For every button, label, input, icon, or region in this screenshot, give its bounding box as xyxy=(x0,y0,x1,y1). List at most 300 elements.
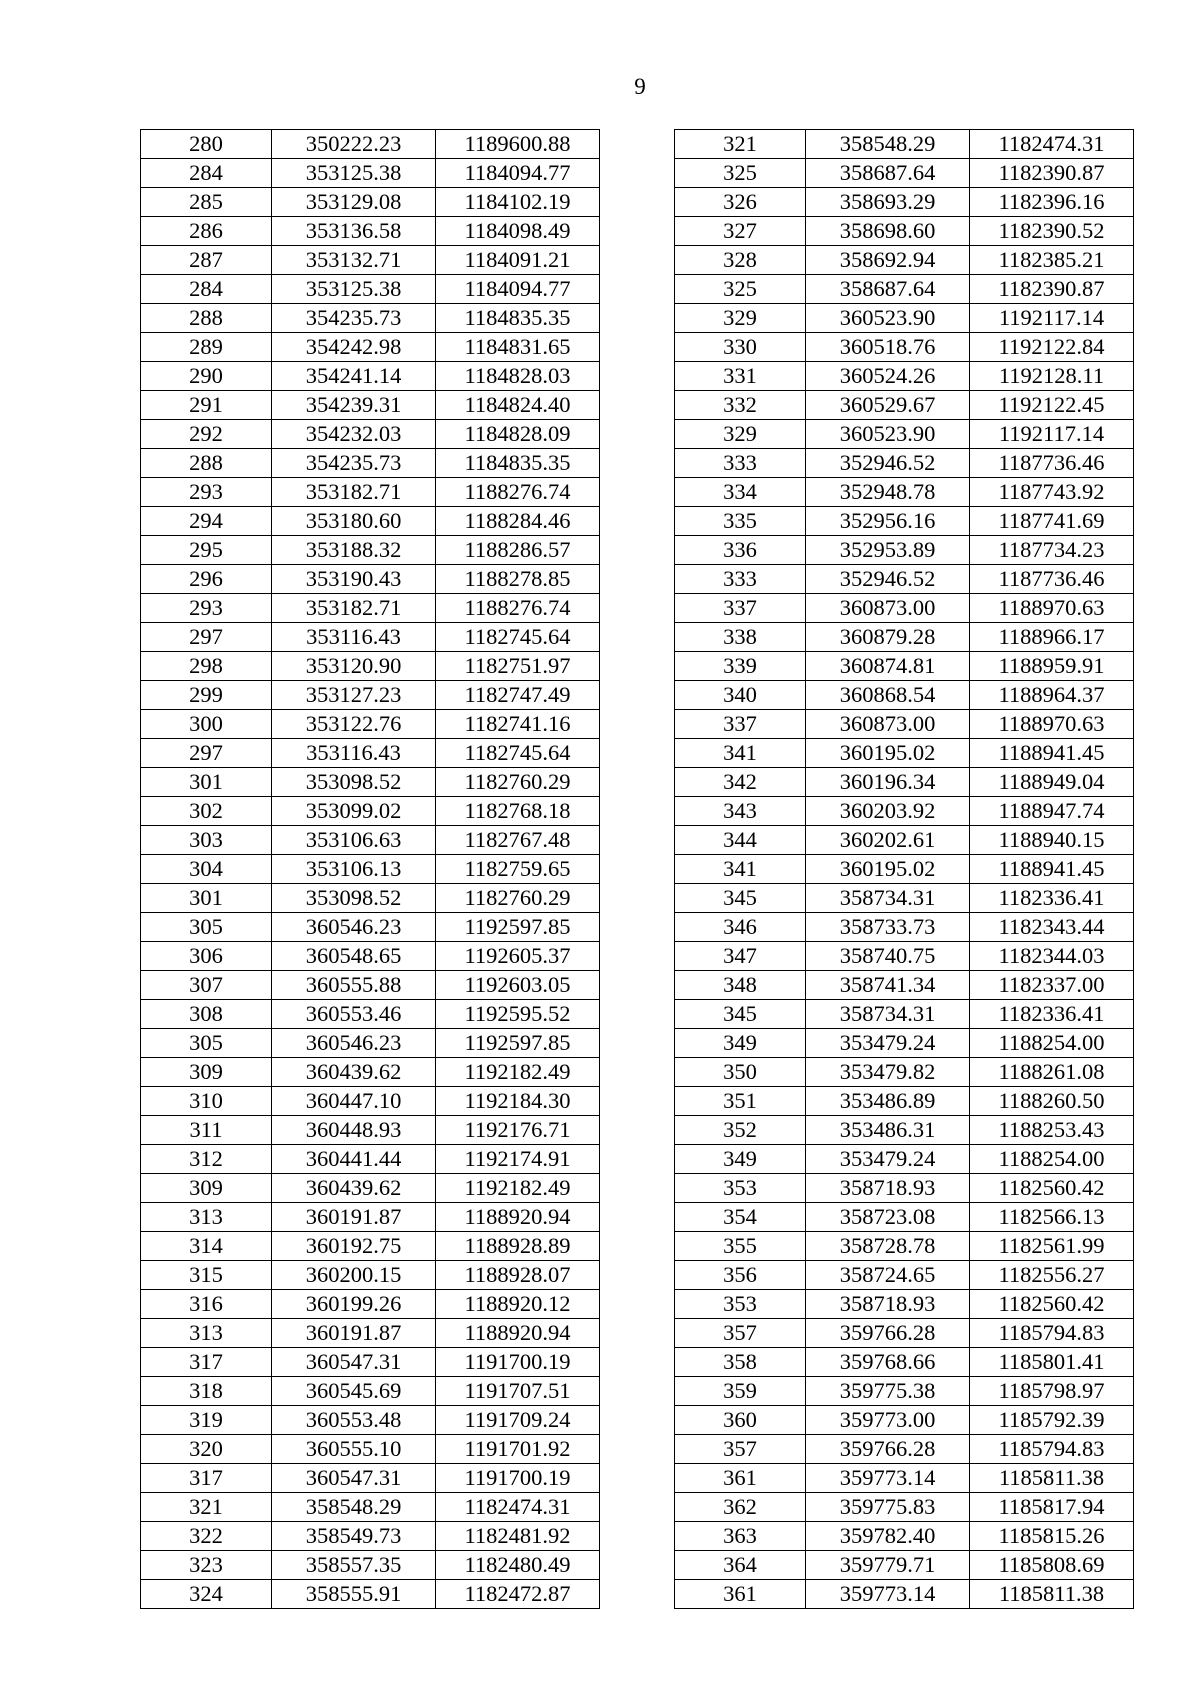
y-coordinate-cell: 1188970.63 xyxy=(970,594,1134,623)
y-coordinate-cell: 1182759.65 xyxy=(436,855,600,884)
point-number-cell: 298 xyxy=(141,652,272,681)
x-coordinate-cell: 358557.35 xyxy=(272,1551,436,1580)
x-coordinate-cell: 360195.02 xyxy=(806,855,970,884)
point-number-cell: 333 xyxy=(675,449,806,478)
y-coordinate-cell: 1184091.21 xyxy=(436,246,600,275)
point-number-cell: 361 xyxy=(675,1580,806,1609)
y-coordinate-cell: 1192603.05 xyxy=(436,971,600,1000)
x-coordinate-cell: 358740.75 xyxy=(806,942,970,971)
y-coordinate-cell: 1191707.51 xyxy=(436,1377,600,1406)
point-number-cell: 342 xyxy=(675,768,806,797)
x-coordinate-cell: 354232.03 xyxy=(272,420,436,449)
table-row xyxy=(675,1232,1134,1261)
y-coordinate-cell: 1188920.94 xyxy=(436,1319,600,1348)
table-row xyxy=(675,1087,1134,1116)
point-number-cell: 330 xyxy=(675,333,806,362)
x-coordinate-cell: 359782.40 xyxy=(806,1522,970,1551)
y-coordinate-cell: 1182337.00 xyxy=(970,971,1134,1000)
y-coordinate-cell: 1187743.92 xyxy=(970,478,1134,507)
x-coordinate-cell: 360879.28 xyxy=(806,623,970,652)
table-row xyxy=(675,768,1134,797)
y-coordinate-cell: 1189600.88 xyxy=(436,130,600,159)
table-row xyxy=(141,1029,600,1058)
point-number-cell: 324 xyxy=(141,1580,272,1609)
point-number-cell: 284 xyxy=(141,275,272,304)
table-row xyxy=(141,304,600,333)
point-number-cell: 313 xyxy=(141,1203,272,1232)
point-number-cell: 284 xyxy=(141,159,272,188)
table-row xyxy=(675,1406,1134,1435)
x-coordinate-cell: 353122.76 xyxy=(272,710,436,739)
table-row xyxy=(141,217,600,246)
y-coordinate-cell: 1188286.57 xyxy=(436,536,600,565)
point-number-cell: 292 xyxy=(141,420,272,449)
table-row xyxy=(675,797,1134,826)
x-coordinate-cell: 353479.24 xyxy=(806,1145,970,1174)
point-number-cell: 363 xyxy=(675,1522,806,1551)
table-row xyxy=(675,362,1134,391)
x-coordinate-cell: 360529.67 xyxy=(806,391,970,420)
y-coordinate-cell: 1185808.69 xyxy=(970,1551,1134,1580)
y-coordinate-cell: 1182745.64 xyxy=(436,623,600,652)
y-coordinate-cell: 1182566.13 xyxy=(970,1203,1134,1232)
point-number-cell: 302 xyxy=(141,797,272,826)
x-coordinate-cell: 358734.31 xyxy=(806,884,970,913)
y-coordinate-cell: 1184835.35 xyxy=(436,304,600,333)
x-coordinate-cell: 359766.28 xyxy=(806,1435,970,1464)
y-coordinate-cell: 1188254.00 xyxy=(970,1145,1134,1174)
x-coordinate-cell: 353479.82 xyxy=(806,1058,970,1087)
y-coordinate-cell: 1188970.63 xyxy=(970,710,1134,739)
point-number-cell: 317 xyxy=(141,1464,272,1493)
point-number-cell: 338 xyxy=(675,623,806,652)
x-coordinate-cell: 353116.43 xyxy=(272,739,436,768)
point-number-cell: 345 xyxy=(675,1000,806,1029)
point-number-cell: 293 xyxy=(141,594,272,623)
point-number-cell: 328 xyxy=(675,246,806,275)
y-coordinate-cell: 1192597.85 xyxy=(436,1029,600,1058)
point-number-cell: 357 xyxy=(675,1319,806,1348)
y-coordinate-cell: 1188920.12 xyxy=(436,1290,600,1319)
y-coordinate-cell: 1182561.99 xyxy=(970,1232,1134,1261)
y-coordinate-cell: 1182760.29 xyxy=(436,884,600,913)
x-coordinate-cell: 358692.94 xyxy=(806,246,970,275)
table-row xyxy=(141,362,600,391)
x-coordinate-cell: 360553.46 xyxy=(272,1000,436,1029)
point-number-cell: 329 xyxy=(675,420,806,449)
table-row xyxy=(141,1261,600,1290)
y-coordinate-cell: 1182474.31 xyxy=(436,1493,600,1522)
x-coordinate-cell: 354242.98 xyxy=(272,333,436,362)
y-coordinate-cell: 1182760.29 xyxy=(436,768,600,797)
x-coordinate-cell: 360191.87 xyxy=(272,1203,436,1232)
y-coordinate-cell: 1185792.39 xyxy=(970,1406,1134,1435)
y-coordinate-cell: 1188260.50 xyxy=(970,1087,1134,1116)
point-number-cell: 360 xyxy=(675,1406,806,1435)
point-number-cell: 290 xyxy=(141,362,272,391)
y-coordinate-cell: 1185817.94 xyxy=(970,1493,1134,1522)
x-coordinate-cell: 353098.52 xyxy=(272,884,436,913)
point-number-cell: 296 xyxy=(141,565,272,594)
table-row xyxy=(675,1348,1134,1377)
point-number-cell: 312 xyxy=(141,1145,272,1174)
table-row xyxy=(675,246,1134,275)
point-number-cell: 303 xyxy=(141,826,272,855)
x-coordinate-cell: 353188.32 xyxy=(272,536,436,565)
x-coordinate-cell: 352946.52 xyxy=(806,449,970,478)
y-coordinate-cell: 1182481.92 xyxy=(436,1522,600,1551)
table-row xyxy=(675,594,1134,623)
x-coordinate-cell: 353125.38 xyxy=(272,159,436,188)
point-number-cell: 305 xyxy=(141,913,272,942)
y-coordinate-cell: 1182741.16 xyxy=(436,710,600,739)
x-coordinate-cell: 353486.89 xyxy=(806,1087,970,1116)
x-coordinate-cell: 353099.02 xyxy=(272,797,436,826)
table-row xyxy=(675,913,1134,942)
point-number-cell: 348 xyxy=(675,971,806,1000)
y-coordinate-cell: 1182560.42 xyxy=(970,1174,1134,1203)
coordinates-table-left xyxy=(140,129,600,1609)
table-row xyxy=(675,449,1134,478)
y-coordinate-cell: 1182556.27 xyxy=(970,1261,1134,1290)
point-number-cell: 293 xyxy=(141,478,272,507)
x-coordinate-cell: 358718.93 xyxy=(806,1174,970,1203)
x-coordinate-cell: 360523.90 xyxy=(806,304,970,333)
point-number-cell: 356 xyxy=(675,1261,806,1290)
x-coordinate-cell: 358734.31 xyxy=(806,1000,970,1029)
x-coordinate-cell: 350222.23 xyxy=(272,130,436,159)
table-row xyxy=(141,1551,600,1580)
point-number-cell: 340 xyxy=(675,681,806,710)
point-number-cell: 349 xyxy=(675,1145,806,1174)
table-row xyxy=(675,1000,1134,1029)
y-coordinate-cell: 1188276.74 xyxy=(436,594,600,623)
y-coordinate-cell: 1185794.83 xyxy=(970,1435,1134,1464)
x-coordinate-cell: 353129.08 xyxy=(272,188,436,217)
y-coordinate-cell: 1192122.84 xyxy=(970,333,1134,362)
y-coordinate-cell: 1188261.08 xyxy=(970,1058,1134,1087)
table-row xyxy=(141,159,600,188)
x-coordinate-cell: 360546.23 xyxy=(272,913,436,942)
table-row xyxy=(141,1319,600,1348)
table-row xyxy=(141,1087,600,1116)
table-row xyxy=(141,478,600,507)
table-row xyxy=(141,1058,600,1087)
y-coordinate-cell: 1184835.35 xyxy=(436,449,600,478)
x-coordinate-cell: 352956.16 xyxy=(806,507,970,536)
table-row xyxy=(675,942,1134,971)
table-row xyxy=(141,130,600,159)
x-coordinate-cell: 360547.31 xyxy=(272,1464,436,1493)
point-number-cell: 341 xyxy=(675,739,806,768)
point-number-cell: 307 xyxy=(141,971,272,1000)
point-number-cell: 355 xyxy=(675,1232,806,1261)
point-number-cell: 315 xyxy=(141,1261,272,1290)
point-number-cell: 316 xyxy=(141,1290,272,1319)
x-coordinate-cell: 359773.00 xyxy=(806,1406,970,1435)
table-row xyxy=(675,130,1134,159)
y-coordinate-cell: 1188284.46 xyxy=(436,507,600,536)
x-coordinate-cell: 359775.38 xyxy=(806,1377,970,1406)
y-coordinate-cell: 1188947.74 xyxy=(970,797,1134,826)
x-coordinate-cell: 360546.23 xyxy=(272,1029,436,1058)
point-number-cell: 319 xyxy=(141,1406,272,1435)
point-number-cell: 325 xyxy=(675,275,806,304)
point-number-cell: 351 xyxy=(675,1087,806,1116)
point-number-cell: 301 xyxy=(141,884,272,913)
table-row xyxy=(141,1580,600,1609)
x-coordinate-cell: 360873.00 xyxy=(806,710,970,739)
table-row xyxy=(675,478,1134,507)
table-row xyxy=(675,1377,1134,1406)
y-coordinate-cell: 1182745.64 xyxy=(436,739,600,768)
table-row xyxy=(675,1029,1134,1058)
point-number-cell: 313 xyxy=(141,1319,272,1348)
point-number-cell: 327 xyxy=(675,217,806,246)
table-row xyxy=(675,652,1134,681)
y-coordinate-cell: 1182474.31 xyxy=(970,130,1134,159)
table-row xyxy=(675,159,1134,188)
x-coordinate-cell: 353479.24 xyxy=(806,1029,970,1058)
table-row xyxy=(675,1116,1134,1145)
table-row xyxy=(675,681,1134,710)
point-number-cell: 297 xyxy=(141,623,272,652)
x-coordinate-cell: 358549.73 xyxy=(272,1522,436,1551)
x-coordinate-cell: 354235.73 xyxy=(272,449,436,478)
x-coordinate-cell: 353182.71 xyxy=(272,594,436,623)
x-coordinate-cell: 359773.14 xyxy=(806,1580,970,1609)
y-coordinate-cell: 1182480.49 xyxy=(436,1551,600,1580)
table-row xyxy=(675,188,1134,217)
table-row xyxy=(675,1174,1134,1203)
x-coordinate-cell: 358548.29 xyxy=(806,130,970,159)
y-coordinate-cell: 1188253.43 xyxy=(970,1116,1134,1145)
x-coordinate-cell: 353182.71 xyxy=(272,478,436,507)
y-coordinate-cell: 1192182.49 xyxy=(436,1174,600,1203)
x-coordinate-cell: 358733.73 xyxy=(806,913,970,942)
point-number-cell: 337 xyxy=(675,594,806,623)
y-coordinate-cell: 1188920.94 xyxy=(436,1203,600,1232)
table-row xyxy=(675,1493,1134,1522)
point-number-cell: 345 xyxy=(675,884,806,913)
x-coordinate-cell: 353106.13 xyxy=(272,855,436,884)
table-row xyxy=(141,536,600,565)
x-coordinate-cell: 360545.69 xyxy=(272,1377,436,1406)
table-row xyxy=(675,1290,1134,1319)
point-number-cell: 335 xyxy=(675,507,806,536)
y-coordinate-cell: 1184094.77 xyxy=(436,159,600,188)
x-coordinate-cell: 359766.28 xyxy=(806,1319,970,1348)
table-row xyxy=(675,855,1134,884)
x-coordinate-cell: 352948.78 xyxy=(806,478,970,507)
table-row xyxy=(141,1000,600,1029)
table-row xyxy=(141,246,600,275)
x-coordinate-cell: 354235.73 xyxy=(272,304,436,333)
y-coordinate-cell: 1184828.03 xyxy=(436,362,600,391)
table-row xyxy=(675,1319,1134,1348)
x-coordinate-cell: 353486.31 xyxy=(806,1116,970,1145)
table-row xyxy=(675,507,1134,536)
point-number-cell: 304 xyxy=(141,855,272,884)
x-coordinate-cell: 358687.64 xyxy=(806,275,970,304)
table-row xyxy=(675,710,1134,739)
y-coordinate-cell: 1185815.26 xyxy=(970,1522,1134,1551)
point-number-cell: 333 xyxy=(675,565,806,594)
x-coordinate-cell: 360448.93 xyxy=(272,1116,436,1145)
point-number-cell: 332 xyxy=(675,391,806,420)
table-row xyxy=(141,1116,600,1145)
table-row xyxy=(141,942,600,971)
point-number-cell: 359 xyxy=(675,1377,806,1406)
point-number-cell: 337 xyxy=(675,710,806,739)
x-coordinate-cell: 360523.90 xyxy=(806,420,970,449)
table-body xyxy=(141,130,600,1609)
x-coordinate-cell: 358723.08 xyxy=(806,1203,970,1232)
point-number-cell: 353 xyxy=(675,1290,806,1319)
x-coordinate-cell: 360547.31 xyxy=(272,1348,436,1377)
point-number-cell: 306 xyxy=(141,942,272,971)
y-coordinate-cell: 1191701.92 xyxy=(436,1435,600,1464)
table-row xyxy=(141,1377,600,1406)
y-coordinate-cell: 1182336.41 xyxy=(970,884,1134,913)
table-row xyxy=(141,1145,600,1174)
point-number-cell: 347 xyxy=(675,942,806,971)
table-row xyxy=(675,333,1134,362)
point-number-cell: 346 xyxy=(675,913,806,942)
y-coordinate-cell: 1182390.52 xyxy=(970,217,1134,246)
table-row xyxy=(141,913,600,942)
x-coordinate-cell: 353120.90 xyxy=(272,652,436,681)
table-row xyxy=(675,1261,1134,1290)
y-coordinate-cell: 1188254.00 xyxy=(970,1029,1134,1058)
y-coordinate-cell: 1184831.65 xyxy=(436,333,600,362)
point-number-cell: 357 xyxy=(675,1435,806,1464)
y-coordinate-cell: 1182343.44 xyxy=(970,913,1134,942)
point-number-cell: 321 xyxy=(675,130,806,159)
y-coordinate-cell: 1188941.45 xyxy=(970,855,1134,884)
table-row xyxy=(675,536,1134,565)
table-row xyxy=(141,1348,600,1377)
x-coordinate-cell: 353106.63 xyxy=(272,826,436,855)
y-coordinate-cell: 1182747.49 xyxy=(436,681,600,710)
y-coordinate-cell: 1182767.48 xyxy=(436,826,600,855)
x-coordinate-cell: 358693.29 xyxy=(806,188,970,217)
table-row xyxy=(675,275,1134,304)
y-coordinate-cell: 1188276.74 xyxy=(436,478,600,507)
table-row xyxy=(675,1580,1134,1609)
x-coordinate-cell: 358741.34 xyxy=(806,971,970,1000)
point-number-cell: 309 xyxy=(141,1058,272,1087)
x-coordinate-cell: 359773.14 xyxy=(806,1464,970,1493)
table-row xyxy=(675,826,1134,855)
table-row xyxy=(141,768,600,797)
table-row xyxy=(141,1174,600,1203)
point-number-cell: 334 xyxy=(675,478,806,507)
table-row xyxy=(141,391,600,420)
y-coordinate-cell: 1182751.97 xyxy=(436,652,600,681)
table-row xyxy=(141,1290,600,1319)
table-row xyxy=(675,1522,1134,1551)
table-row xyxy=(141,739,600,768)
x-coordinate-cell: 352946.52 xyxy=(806,565,970,594)
x-coordinate-cell: 352953.89 xyxy=(806,536,970,565)
point-number-cell: 362 xyxy=(675,1493,806,1522)
x-coordinate-cell: 360196.34 xyxy=(806,768,970,797)
table-row xyxy=(141,1522,600,1551)
table-row xyxy=(675,1145,1134,1174)
point-number-cell: 317 xyxy=(141,1348,272,1377)
coordinates-table-right xyxy=(674,129,1134,1609)
x-coordinate-cell: 358548.29 xyxy=(272,1493,436,1522)
table-row xyxy=(675,971,1134,1000)
table-row xyxy=(675,1551,1134,1580)
point-number-cell: 329 xyxy=(675,304,806,333)
y-coordinate-cell: 1182472.87 xyxy=(436,1580,600,1609)
table-row xyxy=(141,420,600,449)
x-coordinate-cell: 353132.71 xyxy=(272,246,436,275)
y-coordinate-cell: 1192597.85 xyxy=(436,913,600,942)
table-row xyxy=(675,1435,1134,1464)
table-row xyxy=(141,275,600,304)
x-coordinate-cell: 358687.64 xyxy=(806,159,970,188)
table-row xyxy=(675,565,1134,594)
point-number-cell: 294 xyxy=(141,507,272,536)
table-row xyxy=(675,739,1134,768)
x-coordinate-cell: 360555.10 xyxy=(272,1435,436,1464)
y-coordinate-cell: 1182396.16 xyxy=(970,188,1134,217)
x-coordinate-cell: 358724.65 xyxy=(806,1261,970,1290)
table-row xyxy=(141,1493,600,1522)
point-number-cell: 289 xyxy=(141,333,272,362)
x-coordinate-cell: 360874.81 xyxy=(806,652,970,681)
x-coordinate-cell: 360553.48 xyxy=(272,1406,436,1435)
table-row xyxy=(141,884,600,913)
y-coordinate-cell: 1191700.19 xyxy=(436,1348,600,1377)
point-number-cell: 341 xyxy=(675,855,806,884)
point-number-cell: 349 xyxy=(675,1029,806,1058)
table-row xyxy=(141,333,600,362)
y-coordinate-cell: 1188964.37 xyxy=(970,681,1134,710)
y-coordinate-cell: 1192605.37 xyxy=(436,942,600,971)
x-coordinate-cell: 360873.00 xyxy=(806,594,970,623)
x-coordinate-cell: 360200.15 xyxy=(272,1261,436,1290)
point-number-cell: 280 xyxy=(141,130,272,159)
y-coordinate-cell: 1192182.49 xyxy=(436,1058,600,1087)
y-coordinate-cell: 1184102.19 xyxy=(436,188,600,217)
table-row xyxy=(141,1232,600,1261)
y-coordinate-cell: 1191700.19 xyxy=(436,1464,600,1493)
table-row xyxy=(141,681,600,710)
y-coordinate-cell: 1192122.45 xyxy=(970,391,1134,420)
x-coordinate-cell: 353190.43 xyxy=(272,565,436,594)
point-number-cell: 305 xyxy=(141,1029,272,1058)
x-coordinate-cell: 360203.92 xyxy=(806,797,970,826)
table-row xyxy=(141,623,600,652)
y-coordinate-cell: 1188959.91 xyxy=(970,652,1134,681)
y-coordinate-cell: 1182390.87 xyxy=(970,275,1134,304)
y-coordinate-cell: 1187736.46 xyxy=(970,449,1134,478)
point-number-cell: 352 xyxy=(675,1116,806,1145)
y-coordinate-cell: 1187734.23 xyxy=(970,536,1134,565)
point-number-cell: 301 xyxy=(141,768,272,797)
x-coordinate-cell: 360548.65 xyxy=(272,942,436,971)
y-coordinate-cell: 1192595.52 xyxy=(436,1000,600,1029)
table-row xyxy=(141,565,600,594)
point-number-cell: 310 xyxy=(141,1087,272,1116)
y-coordinate-cell: 1188278.85 xyxy=(436,565,600,594)
point-number-cell: 288 xyxy=(141,304,272,333)
x-coordinate-cell: 360439.62 xyxy=(272,1058,436,1087)
